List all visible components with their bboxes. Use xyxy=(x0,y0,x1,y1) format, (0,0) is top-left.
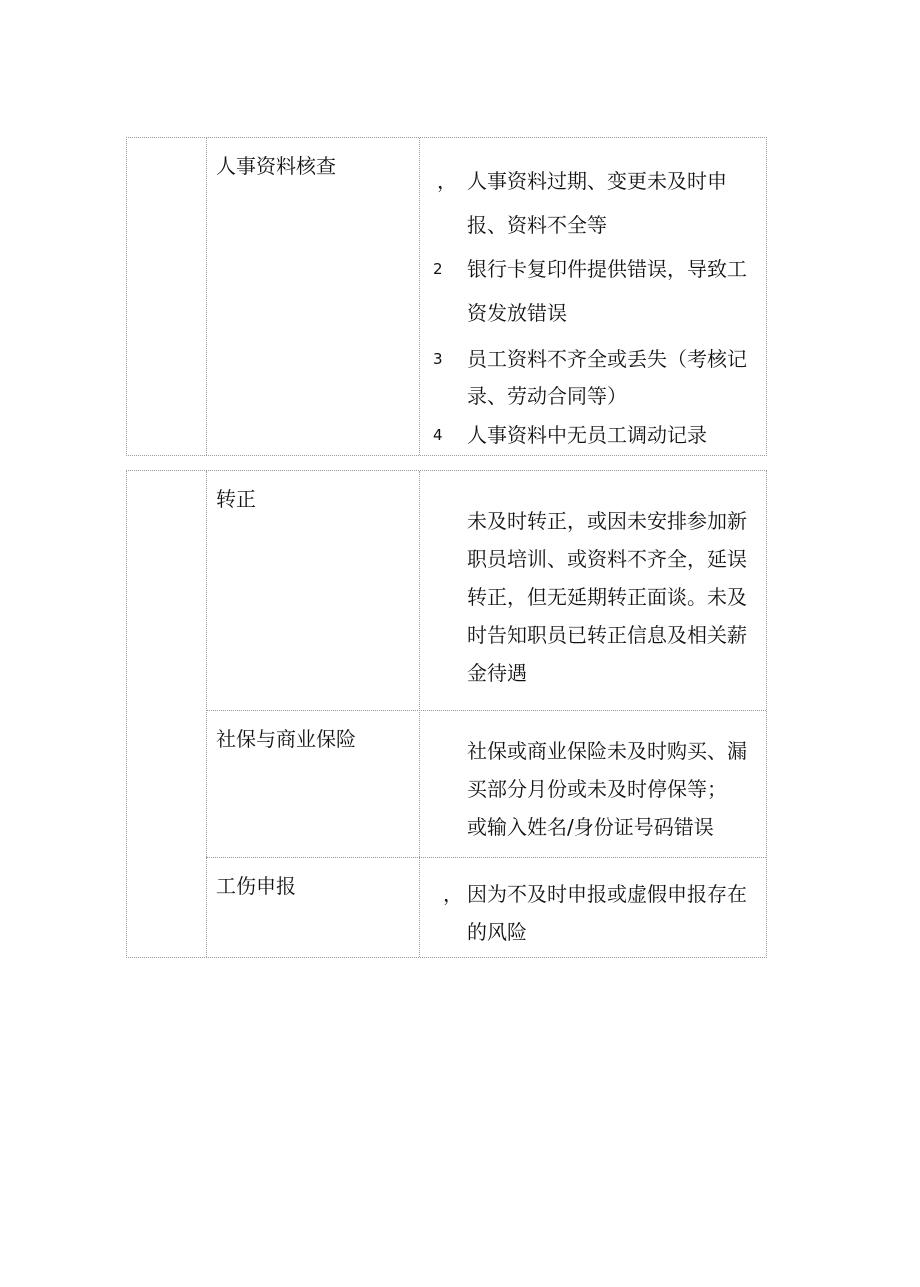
description-line: 职员培训、或资料不齐全，延误 xyxy=(467,547,747,571)
hr-process-table xyxy=(126,470,767,958)
column-divider xyxy=(206,138,207,455)
category-label: 人事资料核查 xyxy=(216,154,336,178)
description-line: 金待遇 xyxy=(467,661,527,685)
category-label: 社保与商业保险 xyxy=(216,727,356,751)
row-divider xyxy=(206,710,766,711)
description-line: 买部分月份或未及时停保等； xyxy=(467,777,727,801)
item-line: 银行卡复印件提供错误，导致工 xyxy=(467,257,747,281)
category-label: 转正 xyxy=(216,487,256,511)
item-line: 报、资料不全等 xyxy=(467,213,607,237)
description-line: 社保或商业保险未及时购买、漏 xyxy=(467,739,747,763)
item-line: 人事资料中无员工调动记录 xyxy=(467,423,707,447)
column-divider xyxy=(419,138,420,455)
item-number: 3 xyxy=(433,350,443,368)
item-line: 资发放错误 xyxy=(467,301,567,325)
description-line: 或输入姓名/身份证号码错误 xyxy=(467,815,714,839)
description-line: 转正，但无延期转正面谈。未及 xyxy=(467,585,747,609)
item-marker: ， xyxy=(437,169,457,193)
column-divider xyxy=(206,471,207,957)
description-line: 的风险 xyxy=(467,920,527,944)
description-line: 未及时转正，或因未安排参加新 xyxy=(467,509,747,533)
item-marker: ， xyxy=(443,882,463,906)
item-line: 员工资料不齐全或丢失（考核记 xyxy=(467,347,747,371)
item-number: 4 xyxy=(433,426,443,444)
hr-records-table xyxy=(126,137,767,456)
item-number: 2 xyxy=(433,260,443,278)
description-line: 时告知职员已转正信息及相关薪 xyxy=(467,623,747,647)
item-line: 录、劳动合同等） xyxy=(467,384,627,408)
category-label: 工伤申报 xyxy=(216,874,296,898)
column-divider xyxy=(419,471,420,957)
item-line: 人事资料过期、变更未及时申 xyxy=(467,169,727,193)
description-line: 因为不及时申报或虚假申报存在 xyxy=(467,882,747,906)
row-divider xyxy=(206,857,766,858)
